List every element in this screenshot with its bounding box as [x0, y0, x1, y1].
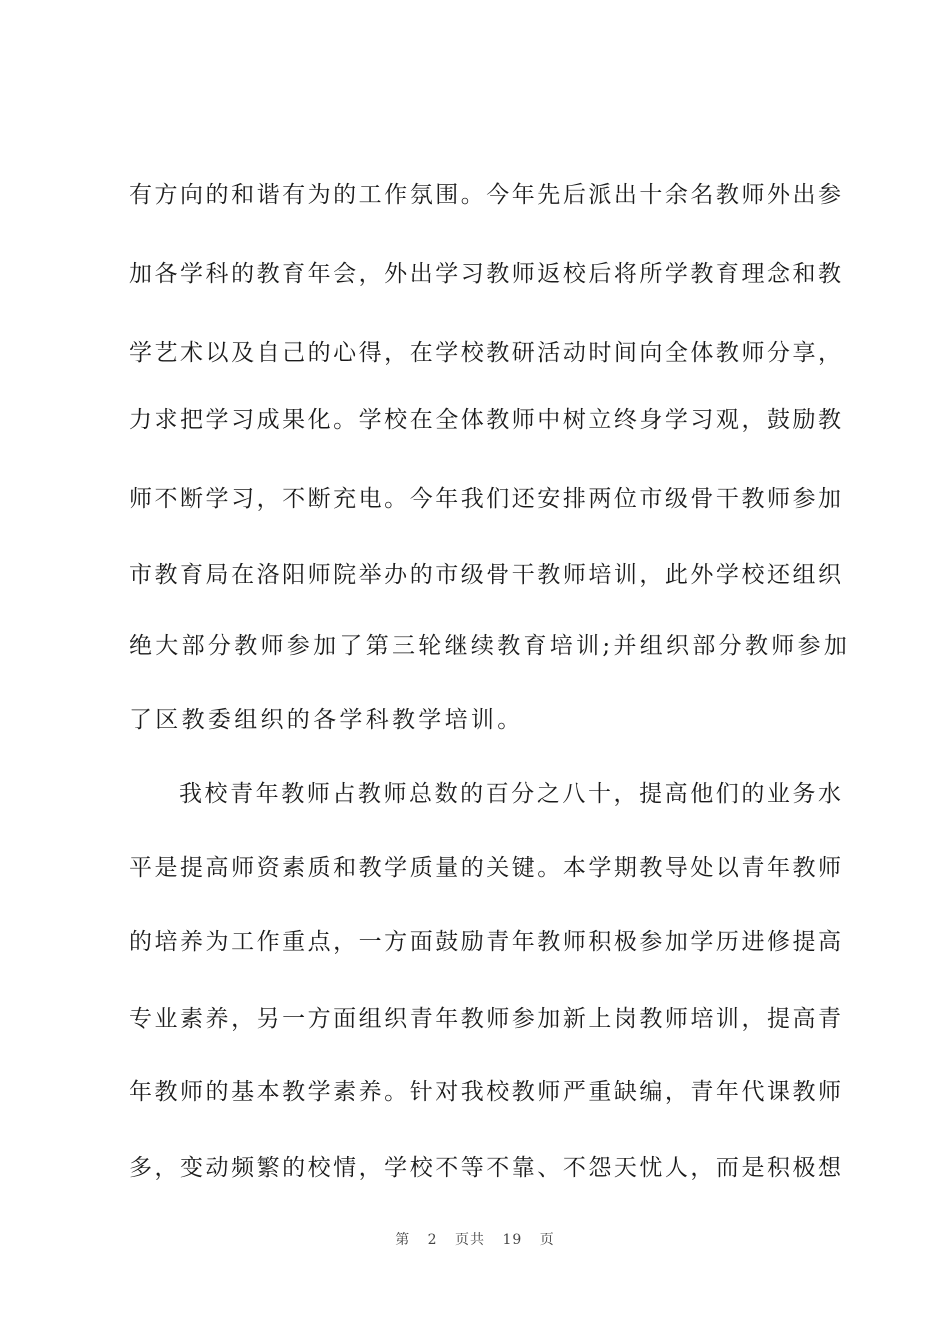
paragraph-2-line-3: 的培养为工作重点，一方面鼓励青年教师积极参加学历进修提高 — [129, 929, 841, 955]
paragraph-1-line-4: 力求把学习成果化。学校在全体教师中树立终身学习观，鼓励教 — [129, 407, 841, 433]
paragraph-2-line-1: 我校青年教师占教师总数的百分之八十，提高他们的业务水 — [179, 781, 841, 807]
footer-prefix: 第 — [395, 1232, 411, 1248]
paragraph-1-line-2: 加各学科的教育年会，外出学习教师返校后将所学教育理念和教 — [129, 261, 841, 287]
paragraph-1-line-6: 市教育局在洛阳师院举办的市级骨干教师培训，此外学校还组织 — [129, 562, 841, 588]
footer-page-number: 2 — [427, 1232, 438, 1248]
paragraph-1-line-7: 绝大部分教师参加了第三轮继续教育培训;并组织部分教师参加 — [129, 633, 851, 659]
footer-total-pages: 19 — [502, 1232, 523, 1248]
footer-middle: 页共 — [455, 1232, 486, 1248]
footer-suffix: 页 — [539, 1232, 555, 1248]
paragraph-2-line-6: 多，变动频繁的校情，学校不等不靠、不怨天忧人，而是积极想 — [129, 1155, 841, 1181]
paragraph-1-line-1: 有方向的和谐有为的工作氛围。今年先后派出十余名教师外出参 — [129, 182, 841, 208]
paragraph-2-line-4: 专业素养，另一方面组织青年教师参加新上岗教师培训，提高青 — [129, 1006, 841, 1032]
paragraph-1-line-5: 师不断学习，不断充电。今年我们还安排两位市级骨干教师参加 — [129, 486, 841, 512]
page-footer — [0, 1229, 950, 1249]
paragraph-2-line-5: 年教师的基本教学素养。针对我校教师严重缺编，青年代课教师 — [129, 1079, 841, 1105]
paragraph-1-line-8: 了区教委组织的各学科教学培训。 — [129, 707, 524, 733]
paragraph-2-line-2: 平是提高师资素质和教学质量的关键。本学期教导处以青年教师 — [129, 855, 841, 881]
paragraph-1-line-3: 学艺术以及自己的心得，在学校教研活动时间向全体教师分享， — [129, 340, 841, 366]
